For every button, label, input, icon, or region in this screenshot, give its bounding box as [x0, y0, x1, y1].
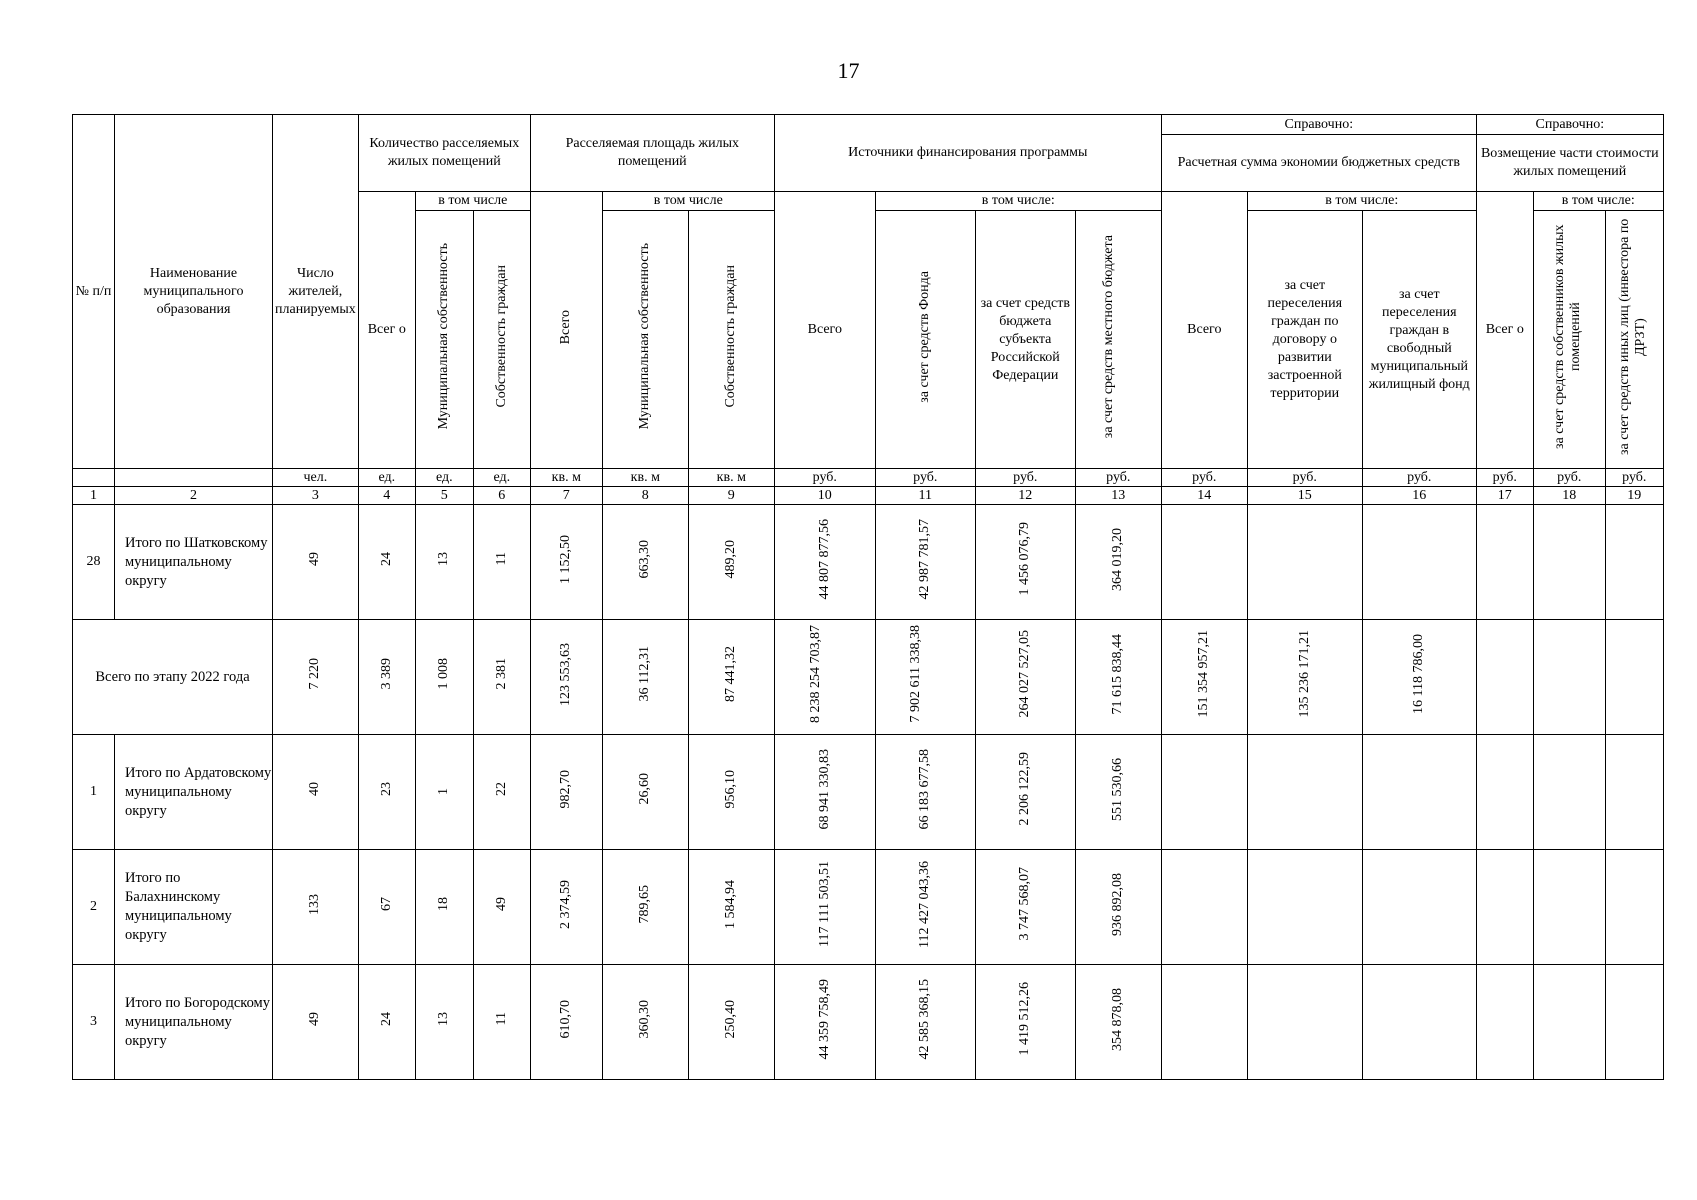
table-cell: 1 419 512,26	[975, 965, 1075, 1080]
header-count-citizens: Собственность граждан	[473, 211, 530, 469]
table-cell	[1605, 735, 1663, 850]
table-cell	[1533, 850, 1605, 965]
table-cell: 49	[273, 505, 359, 620]
table-cell: 11	[473, 505, 530, 620]
table-cell: 264 027 527,05	[975, 620, 1075, 735]
table-cell: 117 111 503,51	[774, 850, 875, 965]
col-number: 14	[1161, 487, 1247, 505]
table-cell: 24	[358, 505, 415, 620]
table-cell: 1 456 076,79	[975, 505, 1075, 620]
relocation-table	[72, 114, 1664, 1080]
table-cell: 250,40	[688, 965, 774, 1080]
table-cell: 40	[273, 735, 359, 850]
row-name: Итого по Богородскому муниципальному округу	[115, 965, 273, 1080]
header-subject-budget: за счет средств бюджета субъекта Российской Федерации	[975, 211, 1075, 469]
row-number: 3	[73, 965, 115, 1080]
unit-cell: руб.	[1362, 469, 1476, 487]
table-cell: 16 118 786,00	[1362, 620, 1476, 735]
header-compensation-total: Всег о	[1476, 192, 1533, 469]
table-cell: 936 892,08	[1075, 850, 1161, 965]
col-number: 2	[115, 487, 273, 505]
table-cell: 23	[358, 735, 415, 850]
col-number: 5	[415, 487, 473, 505]
table-cell	[1161, 850, 1247, 965]
table-cell: 11	[473, 965, 530, 1080]
unit-cell: ед.	[415, 469, 473, 487]
table-cell: 7 902 611 338,38	[875, 620, 975, 735]
table-cell: 551 530,66	[1075, 735, 1161, 850]
table-cell: 2 381	[473, 620, 530, 735]
header-residents: Число жителей, планируемых	[273, 115, 359, 469]
row-number: 1	[73, 735, 115, 850]
unit-cell: руб.	[1476, 469, 1533, 487]
table-cell: 489,20	[688, 505, 774, 620]
table-row	[73, 505, 1664, 620]
row-number: 2	[73, 850, 115, 965]
table-cell: 42 585 368,15	[875, 965, 975, 1080]
table-cell	[1476, 505, 1533, 620]
header-by-contract: за счет переселения граждан по договору о развитии застроенной территории	[1247, 211, 1362, 469]
table-cell	[1362, 850, 1476, 965]
table-cell	[1533, 505, 1605, 620]
unit-cell: руб.	[1075, 469, 1161, 487]
header-savings-group: Расчетная сумма экономии бюджетных средств	[1161, 135, 1476, 192]
header-count-municipal: Муниципальная собственность	[415, 211, 473, 469]
table-cell	[1362, 505, 1476, 620]
unit-cell: руб.	[1533, 469, 1605, 487]
table-cell: 956,10	[688, 735, 774, 850]
table-cell: 133	[273, 850, 359, 965]
table-cell: 24	[358, 965, 415, 1080]
col-number: 12	[975, 487, 1075, 505]
table-cell: 49	[273, 965, 359, 1080]
table-cell	[1605, 965, 1663, 1080]
table-cell	[1247, 505, 1362, 620]
header-count-incl: в том числе	[415, 192, 530, 211]
table-cell: 44 359 758,49	[774, 965, 875, 1080]
col-number: 11	[875, 487, 975, 505]
table-cell: 8 238 254 703,87	[774, 620, 875, 735]
table-cell: 7 220	[273, 620, 359, 735]
col-number: 9	[688, 487, 774, 505]
unit-cell: руб.	[1247, 469, 1362, 487]
unit-cell: кв. м	[602, 469, 688, 487]
table-cell: 44 807 877,56	[774, 505, 875, 620]
units-row	[73, 469, 1664, 487]
table-cell: 49	[473, 850, 530, 965]
table-cell: 42 987 781,57	[875, 505, 975, 620]
header-finance-incl: в том числе:	[875, 192, 1161, 211]
table-cell: 13	[415, 965, 473, 1080]
table-cell	[1247, 850, 1362, 965]
unit-cell: руб.	[774, 469, 875, 487]
header-savings-incl: в том числе:	[1247, 192, 1476, 211]
table-cell	[1247, 965, 1362, 1080]
header-compensation-incl: в том числе:	[1533, 192, 1663, 211]
unit-cell: ед.	[358, 469, 415, 487]
table-cell: 1 008	[415, 620, 473, 735]
header-count-total: Всег о	[358, 192, 415, 469]
header-area-incl: в том числе	[602, 192, 774, 211]
col-number: 19	[1605, 487, 1663, 505]
col-number: 6	[473, 487, 530, 505]
header-savings-total: Всего	[1161, 192, 1247, 469]
table-cell: 3 389	[358, 620, 415, 735]
header-count-group: Количество расселяемых жилых помещений	[358, 115, 530, 192]
table-cell	[1161, 965, 1247, 1080]
table-cell	[1605, 505, 1663, 620]
unit-cell	[73, 469, 115, 487]
table-cell	[1533, 735, 1605, 850]
row-name: Итого по Шатковскому муниципальному округу	[115, 505, 273, 620]
table-cell: 1 584,94	[688, 850, 774, 965]
header-name: Наименование муниципального образования	[115, 115, 273, 469]
table-cell: 610,70	[530, 965, 602, 1080]
row-name: Итого по Балахнинскому муниципальному округу	[115, 850, 273, 965]
col-number: 7	[530, 487, 602, 505]
col-number: 10	[774, 487, 875, 505]
unit-cell: руб.	[975, 469, 1075, 487]
table-cell	[1476, 965, 1533, 1080]
column-numbers-row	[73, 487, 1664, 505]
header-area-citizens: Собственность граждан	[688, 211, 774, 469]
table-cell: 66 183 677,58	[875, 735, 975, 850]
table-cell: 22	[473, 735, 530, 850]
col-number: 1	[73, 487, 115, 505]
table-row-total	[73, 620, 1664, 735]
unit-cell: руб.	[875, 469, 975, 487]
header-free-fund: за счет переселения граждан в свободный муниципальный жилищный фонд	[1362, 211, 1476, 469]
table-cell: 36 112,31	[602, 620, 688, 735]
col-number: 16	[1362, 487, 1476, 505]
table-cell	[1247, 735, 1362, 850]
table-cell: 123 553,63	[530, 620, 602, 735]
table-row	[73, 965, 1664, 1080]
row-number: 28	[73, 505, 115, 620]
header-area-group: Расселяемая площадь жилых помещений	[530, 115, 774, 192]
unit-cell: руб.	[1605, 469, 1663, 487]
header-local-budget: за счет средств местного бюджета	[1075, 211, 1161, 469]
table-cell: 3 747 568,07	[975, 850, 1075, 965]
col-number: 18	[1533, 487, 1605, 505]
table-cell: 2 374,59	[530, 850, 602, 965]
table-cell	[1362, 965, 1476, 1080]
row-name: Всего по этапу 2022 года	[73, 620, 273, 735]
table-cell: 18	[415, 850, 473, 965]
table-cell: 360,30	[602, 965, 688, 1080]
table-cell	[1476, 850, 1533, 965]
header-finance-group: Источники финансирования программы	[774, 115, 1161, 192]
table-cell: 789,65	[602, 850, 688, 965]
table-cell	[1362, 735, 1476, 850]
row-name: Итого по Ардатовскому муниципальному округу	[115, 735, 273, 850]
header-num: № п/п	[73, 115, 115, 469]
unit-cell: кв. м	[530, 469, 602, 487]
table-cell	[1476, 735, 1533, 850]
table-cell: 151 354 957,21	[1161, 620, 1247, 735]
table-cell	[1161, 505, 1247, 620]
table-cell: 135 236 171,21	[1247, 620, 1362, 735]
table-cell	[1161, 735, 1247, 850]
col-number: 15	[1247, 487, 1362, 505]
table-cell: 71 615 838,44	[1075, 620, 1161, 735]
header-fund: за счет средств Фонда	[875, 211, 975, 469]
header-finance-total: Всего	[774, 192, 875, 469]
unit-cell: чел.	[273, 469, 359, 487]
table-cell: 663,30	[602, 505, 688, 620]
header-area-total: Всего	[530, 192, 602, 469]
table-cell: 26,60	[602, 735, 688, 850]
col-number: 17	[1476, 487, 1533, 505]
header-area-municipal: Муниципальная собственность	[602, 211, 688, 469]
unit-cell: руб.	[1161, 469, 1247, 487]
table-cell: 112 427 043,36	[875, 850, 975, 965]
table-cell: 2 206 122,59	[975, 735, 1075, 850]
table-cell: 87 441,32	[688, 620, 774, 735]
header-reference-1: Справочно:	[1161, 115, 1476, 135]
table-cell: 364 019,20	[1075, 505, 1161, 620]
table-cell: 13	[415, 505, 473, 620]
table-cell: 354 878,08	[1075, 965, 1161, 1080]
unit-cell	[115, 469, 273, 487]
header-compensation-group: Возмещение части стоимости жилых помещений	[1476, 135, 1663, 192]
table-cell	[1605, 850, 1663, 965]
header-others: за счет средств иных лиц (инвестора по ДРЗТ)	[1605, 211, 1663, 469]
col-number: 4	[358, 487, 415, 505]
col-number: 13	[1075, 487, 1161, 505]
table-cell: 1	[415, 735, 473, 850]
header-owners: за счет средств собственников жилых помещений	[1533, 211, 1605, 469]
col-number: 3	[273, 487, 359, 505]
col-number: 8	[602, 487, 688, 505]
page-number: 17	[837, 58, 860, 83]
unit-cell: кв. м	[688, 469, 774, 487]
table-cell: 982,70	[530, 735, 602, 850]
table-cell	[1533, 965, 1605, 1080]
table-cell: 1 152,50	[530, 505, 602, 620]
header-reference-2: Справочно:	[1476, 115, 1663, 135]
table-row	[73, 850, 1664, 965]
table-cell: 68 941 330,83	[774, 735, 875, 850]
table-row	[73, 735, 1664, 850]
table-cell	[1605, 620, 1663, 735]
table-cell	[1476, 620, 1533, 735]
table-cell	[1533, 620, 1605, 735]
table-cell: 67	[358, 850, 415, 965]
unit-cell: ед.	[473, 469, 530, 487]
